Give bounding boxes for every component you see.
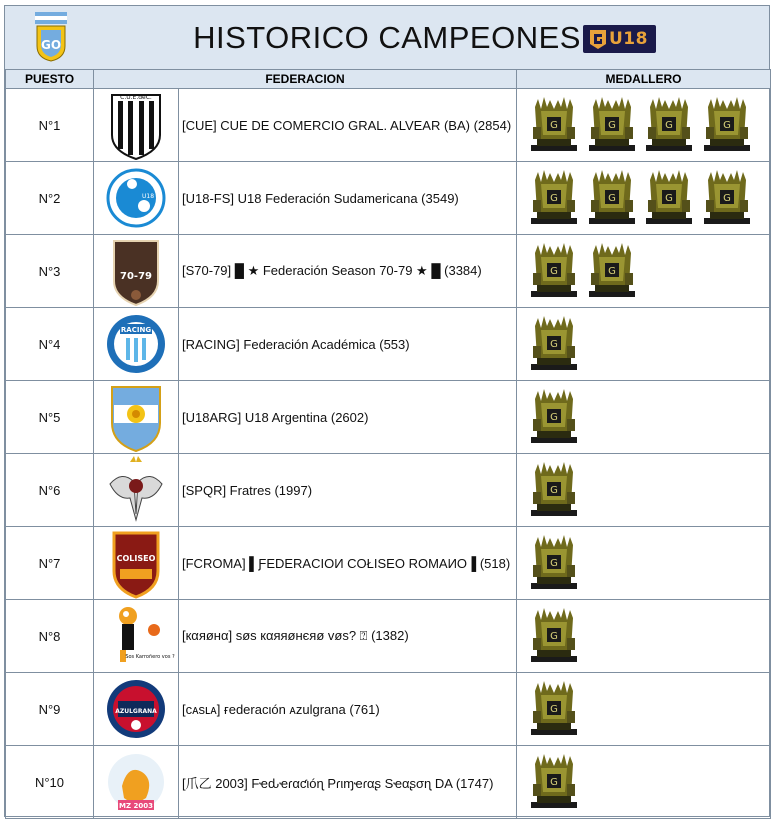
medals-cell <box>517 746 771 819</box>
crest-text: C.U.E.deC. <box>120 94 152 101</box>
svg-text:G: G <box>550 412 558 423</box>
throne-medal-icon <box>529 389 579 445</box>
table-row <box>6 600 771 673</box>
federation-name: [爪乙 2003] Fҽԃҽɾαƈιóɳ Pɾιɱҽɾαʂ Sҽαʂσɳ DA (1747) <box>179 746 517 819</box>
winged-crest-icon <box>106 454 166 526</box>
throne-medal-icon <box>644 97 694 153</box>
crest-text: MZ 2003 <box>119 802 153 810</box>
throne-medal-icon <box>529 681 579 737</box>
svg-text:G: G <box>550 266 558 277</box>
champions-sheet <box>4 5 770 817</box>
u18-badge-icon <box>587 28 609 50</box>
svg-text:G: G <box>550 193 558 204</box>
svg-text:G: G <box>550 485 558 496</box>
table-row <box>6 454 771 527</box>
crest-cell <box>94 308 179 381</box>
throne-medal-icon <box>529 243 579 299</box>
cartoon-crest-icon <box>106 600 175 672</box>
throne-medal-icon <box>587 170 637 226</box>
federation-name: [U18ARG] U18 Argentina (2602) <box>179 381 517 454</box>
table-row <box>6 89 771 162</box>
coliseo-crest-icon <box>106 527 166 599</box>
medals-cell <box>517 527 771 600</box>
svg-text:G: G <box>550 704 558 715</box>
medals-cell <box>517 381 771 454</box>
crest-cell <box>94 162 179 235</box>
throne-medal-icon <box>702 170 752 226</box>
column-header-medals: MEDALLERO <box>517 70 771 89</box>
position-cell: N°5 <box>6 381 94 454</box>
azulgrana-crest-icon <box>106 673 166 745</box>
svg-text:G: G <box>550 631 558 642</box>
svg-text:G: G <box>607 120 616 131</box>
crest-cell <box>94 673 179 746</box>
throne-medal-icon <box>529 170 579 226</box>
position-cell: N°1 <box>6 89 94 162</box>
crest-cell <box>94 381 179 454</box>
throne-medal-icon <box>529 608 579 664</box>
svg-text:GO: GO <box>40 38 62 52</box>
table-row <box>6 746 771 819</box>
position-cell: N°4 <box>6 308 94 381</box>
crest-cell <box>94 527 179 600</box>
svg-text:G: G <box>550 120 558 131</box>
federation-name: [CUE] CUE DE COMERCIO GRAL. ALVEAR (BA) (2854) <box>179 89 517 162</box>
crest-text: COLISEO <box>116 554 156 563</box>
page-title: HISTORICO CAMPEONES <box>193 20 581 55</box>
svg-text:G: G <box>550 777 558 788</box>
medals-cell <box>517 308 771 381</box>
season-da-crest-icon <box>106 746 166 818</box>
throne-medal-icon <box>529 535 579 591</box>
position-cell: N°9 <box>6 673 94 746</box>
throne-medal-icon <box>529 462 579 518</box>
crest-text: 70-79 <box>120 271 152 282</box>
medals-cell <box>517 673 771 746</box>
position-cell: N°6 <box>6 454 94 527</box>
table-row <box>6 527 771 600</box>
federation-name: [ᴄᴀsʟᴀ] ғederacιón ᴀzulgrana (761) <box>179 673 517 746</box>
federation-name: [SPQR] Fratres (1997) <box>179 454 517 527</box>
svg-text:G: G <box>665 120 674 131</box>
federation-name: [RACING] Federación Académica (553) <box>179 308 517 381</box>
federation-name: [S70-79] █ ★ Federación Season 70-79 ★ █ (3384) <box>179 235 517 308</box>
header <box>5 6 769 70</box>
svg-text:G: G <box>723 193 731 204</box>
table-row <box>6 162 771 235</box>
table-row <box>6 308 771 381</box>
federation-name: [U18-FS] U18 Federación Sudamericana (3549) <box>179 162 517 235</box>
medals-cell <box>517 162 771 235</box>
throne-medal-icon <box>529 754 579 810</box>
svg-text:G: G <box>550 558 558 569</box>
medals-cell <box>517 89 771 162</box>
svg-text:G: G <box>607 266 616 277</box>
crest-text: U18 <box>141 193 155 200</box>
throne-medal-icon <box>702 97 752 153</box>
federation-name: [FCROMA] ▌ƑEDERACIOИ COŁISEO ROMAИO▐ (518) <box>179 527 517 600</box>
position-cell: N°10 <box>6 746 94 819</box>
brown-shield-crest-icon <box>106 235 166 307</box>
striped-shield-crest-icon <box>106 89 166 161</box>
racing-crest-icon <box>106 308 166 380</box>
u18-badge <box>583 25 656 53</box>
medals-cell <box>517 454 771 527</box>
crest-cell <box>94 89 179 162</box>
blue-circle-crest-icon <box>106 162 166 234</box>
crest-cell <box>94 746 179 819</box>
column-header-position: PUESTO <box>6 70 94 89</box>
svg-text:G: G <box>607 193 616 204</box>
position-cell: N°8 <box>6 600 94 673</box>
table-header-row <box>6 70 771 89</box>
champions-table <box>5 69 771 819</box>
position-cell: N°2 <box>6 162 94 235</box>
svg-text:G: G <box>550 339 558 350</box>
crest-cell <box>94 454 179 527</box>
medals-cell <box>517 600 771 673</box>
crest-text: RACING <box>120 326 152 334</box>
sun-shield-crest-icon <box>106 381 166 453</box>
medals-cell <box>517 235 771 308</box>
crest-cell <box>94 235 179 308</box>
position-cell: N°3 <box>6 235 94 308</box>
position-cell: N°7 <box>6 527 94 600</box>
throne-medal-icon <box>529 97 579 153</box>
throne-medal-icon <box>529 316 579 372</box>
crest-text: Sos Karroñero vos ? <box>125 654 175 660</box>
throne-medal-icon <box>587 97 637 153</box>
table-row <box>6 235 771 308</box>
svg-text:G: G <box>723 120 731 131</box>
federation-name: [кαяøʜα] søs кαяяøʜєяø vøs? ⍰ (1382) <box>179 600 517 673</box>
table-row <box>6 673 771 746</box>
crest-text: AZULGRANA <box>115 708 157 715</box>
throne-medal-icon <box>587 243 637 299</box>
column-header-federation: FEDERACION <box>94 70 517 89</box>
crest-cell <box>94 600 179 673</box>
svg-text:G: G <box>665 193 674 204</box>
table-row <box>6 381 771 454</box>
throne-medal-icon <box>644 170 694 226</box>
u18-badge-label: U18 <box>609 29 648 49</box>
